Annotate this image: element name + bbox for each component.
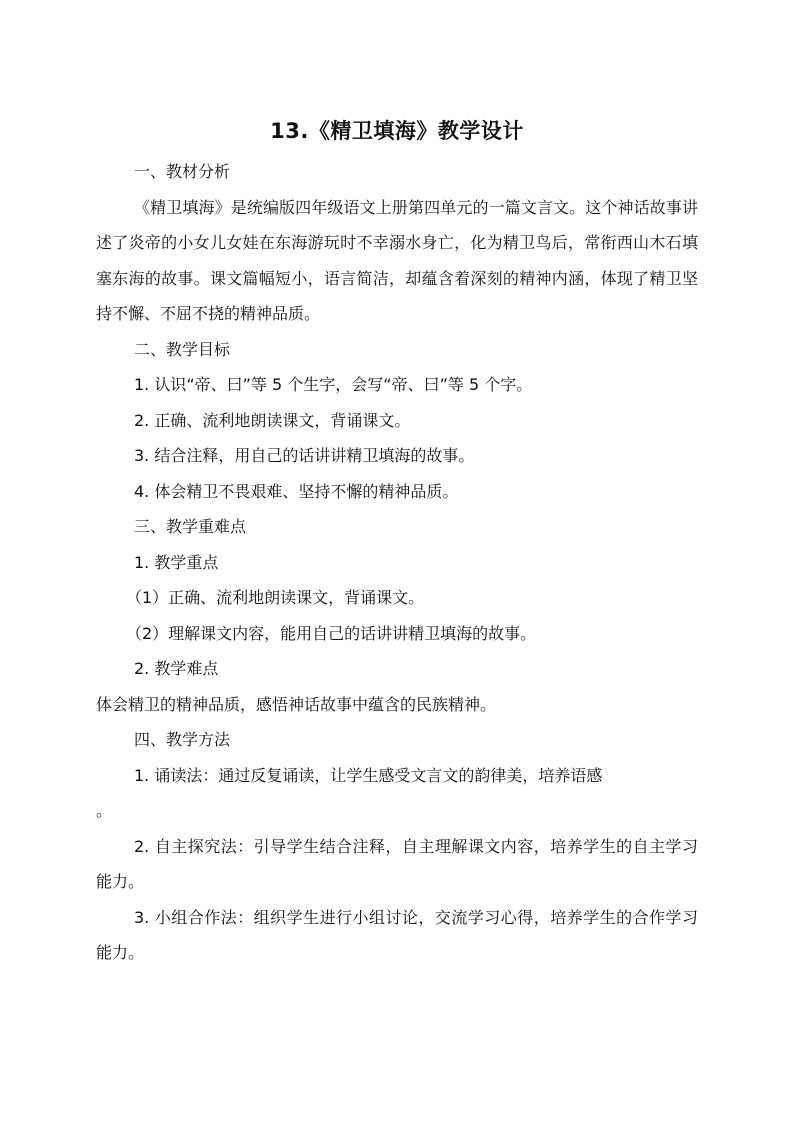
section-heading-methods: 四、教学方法 xyxy=(134,730,231,749)
method-item-group-work: 3. 小组合作法：组织学生进行小组讨论，交流学习心得，培养学生的合作学习能力。 xyxy=(96,907,698,962)
key-points-subheading: 1. 教学重点 xyxy=(134,552,219,572)
key-point-item: （2）理解课文内容，能用自己的话讲讲精卫填海的故事。 xyxy=(126,623,537,643)
document-page xyxy=(96,112,698,971)
goal-item: 3. 结合注释，用自己的话讲讲精卫填海的故事。 xyxy=(134,446,475,465)
analysis-paragraph: 《精卫填海》是统编版四年级语文上册第四单元的一篇文言文。这个神话故事讲述了炎帝的小女儿女娃在东海游玩时不幸溺水身亡，化为精卫鸟后，常衔西山木石填塞东海的故事。课文篇幅短小，语言简洁，却蕴含着深刻的精神内涵，体现了精卫坚持不懈、不屈不挠的精神品质。 xyxy=(96,197,698,323)
method-item-recitation: 1. 诵读法：通过反复诵读，让学生感受文言文的韵律美，培养语感 xyxy=(134,765,603,785)
goal-item: 4. 体会精卫不畏艰难、坚持不懈的精神品质。 xyxy=(134,481,459,501)
difficulty-subheading: 2. 教学难点 xyxy=(134,659,219,678)
section-heading-goals: 二、教学目标 xyxy=(134,339,231,359)
method-item-recitation-continued: 。 xyxy=(96,801,113,820)
section-heading-analysis: 一、教材分析 xyxy=(134,162,231,181)
method-item-self-inquiry: 2. 自主探究法：引导学生结合注释，自主理解课文内容，培养学生的自主学习能力。 xyxy=(96,836,698,891)
document-title: 13.《精卫填海》教学设计 xyxy=(270,119,524,143)
difficulty-paragraph: 体会精卫的精神品质，感悟神话故事中蕴含的民族精神。 xyxy=(96,694,497,714)
goal-item: 2. 正确、流利地朗读课文，背诵课文。 xyxy=(134,410,411,430)
goal-item: 1. 认识“帝、曰”等 5 个生字，会写“帝、曰”等 5 个字。 xyxy=(134,375,533,394)
key-point-item: （1）正确、流利地朗读课文，背诵课文。 xyxy=(126,588,425,607)
section-heading-key-points: 三、教学重难点 xyxy=(134,517,247,536)
